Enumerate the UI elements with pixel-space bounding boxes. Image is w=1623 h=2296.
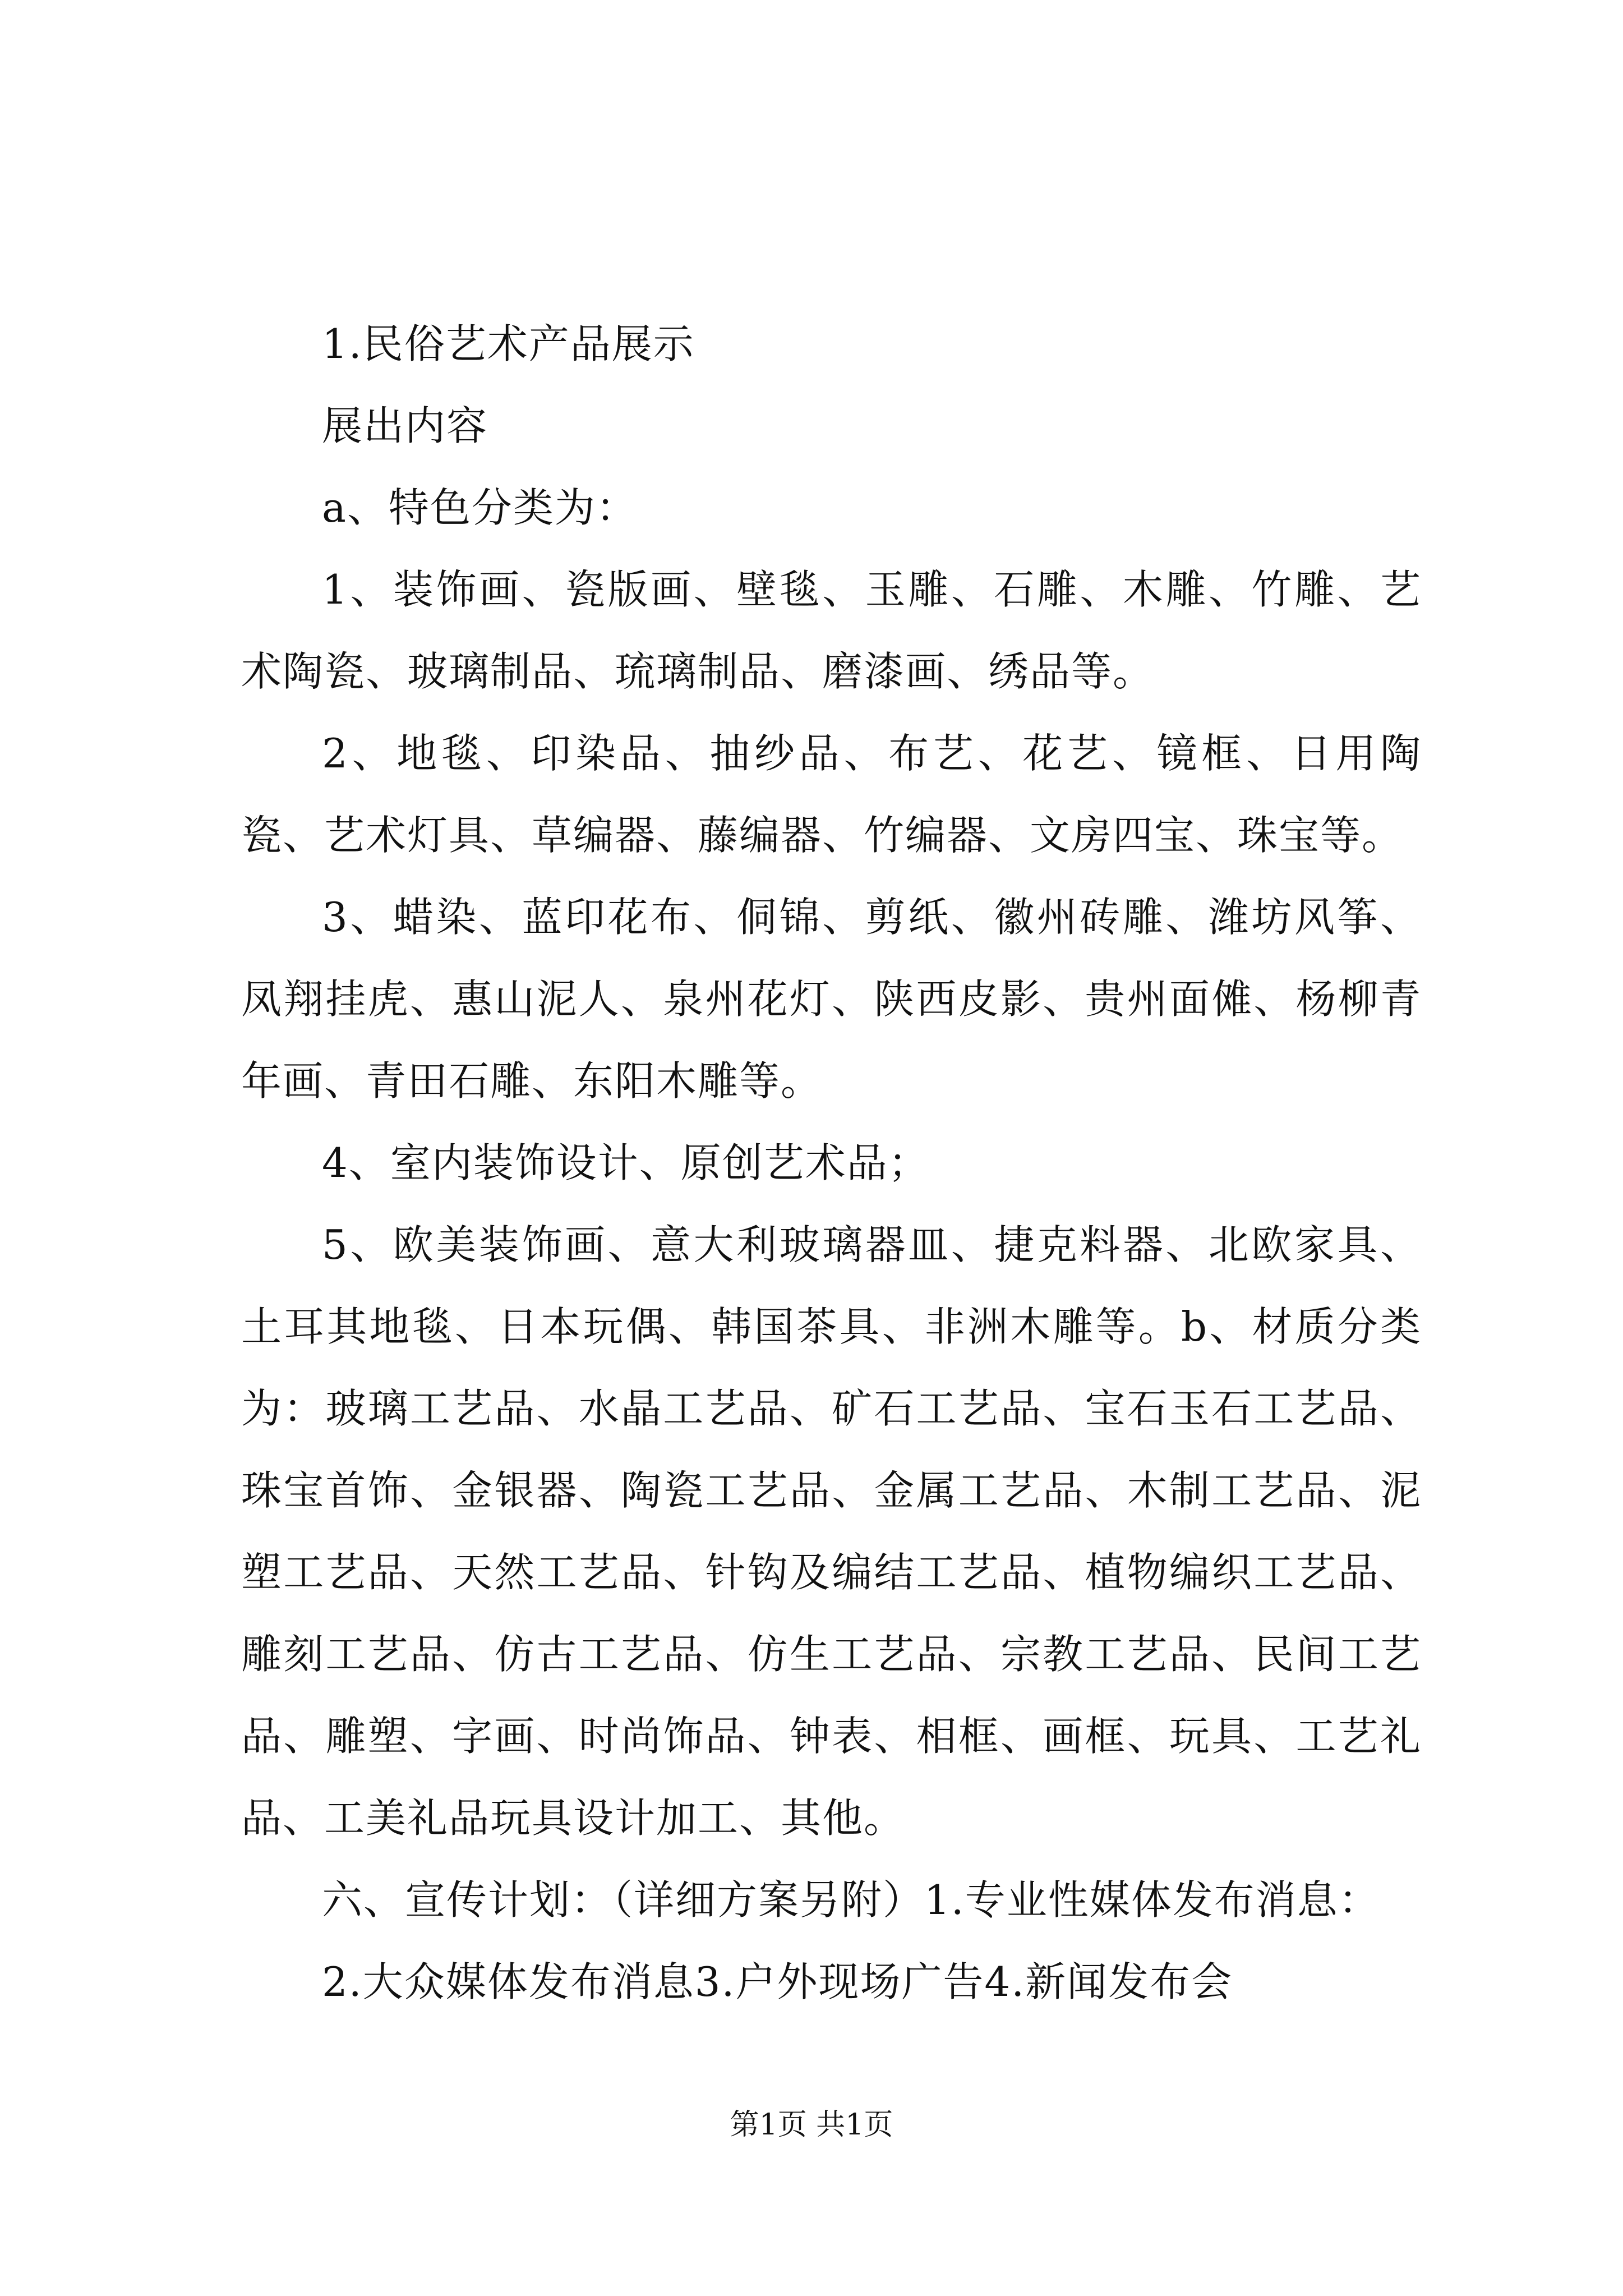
paragraph-publicity-plan: 六、宣传计划：（详细方案另附）1.专业性媒体发布消息：: [322, 1876, 1380, 1924]
paragraph-item-2: 2、地毯、印染品、抽纱品、布艺、花艺、镜框、日用陶瓷、艺术灯具、草编器、藤编器、竹编器、文房四宝、珠宝等。: [241, 730, 1422, 859]
paragraph-publicity-items: 2.大众媒体发布消息3.户外现场广告4.新闻发布会: [322, 1958, 1233, 2005]
paragraph-item-1: 1、装饰画、瓷版画、壁毯、玉雕、石雕、木雕、竹雕、艺术陶瓷、玻璃制品、琉璃制品、磨漆画、绣品等。: [241, 566, 1422, 695]
paragraph-exhibit-content: 展出内容: [322, 402, 488, 449]
page-footer: 第1页 共1页: [730, 2108, 893, 2142]
document-body: [241, 303, 1422, 2023]
paragraph-feature-categories: a、特色分类为：: [322, 484, 638, 531]
paragraph-heading-folk-art: 1.民俗艺术产品展示: [322, 320, 695, 367]
paragraph-item-5-materials: 5、欧美装饰画、意大利玻璃器皿、捷克料器、北欧家具、土耳其地毯、日本玩偶、韩国茶具、非洲木雕等。b、材质分类为：玻璃工艺品、水晶工艺品、矿石工艺品、宝石玉石工艺品、珠宝首饰、金银器、陶瓷工艺品、金属工艺品、木制工艺品、泥塑工艺品、天然工艺品、针钩及编结工艺品、植物编织工艺品、雕刻工艺品、仿古工艺品、仿生工艺品、宗教工艺品、民间工艺品、雕塑、字画、时尚饰品、钟表、相框、画框、玩具、工艺礼品、工美礼品玩具设计加工、其他。: [241, 1221, 1422, 1842]
paragraph-item-3: 3、蜡染、蓝印花布、侗锦、剪纸、徽州砖雕、潍坊风筝、凤翔挂虎、惠山泥人、泉州花灯、陕西皮影、贵州面傩、杨柳青年画、青田石雕、东阳木雕等。: [241, 894, 1422, 1105]
paragraph-item-4: 4、室内装饰设计、原创艺术品；: [322, 1139, 930, 1186]
